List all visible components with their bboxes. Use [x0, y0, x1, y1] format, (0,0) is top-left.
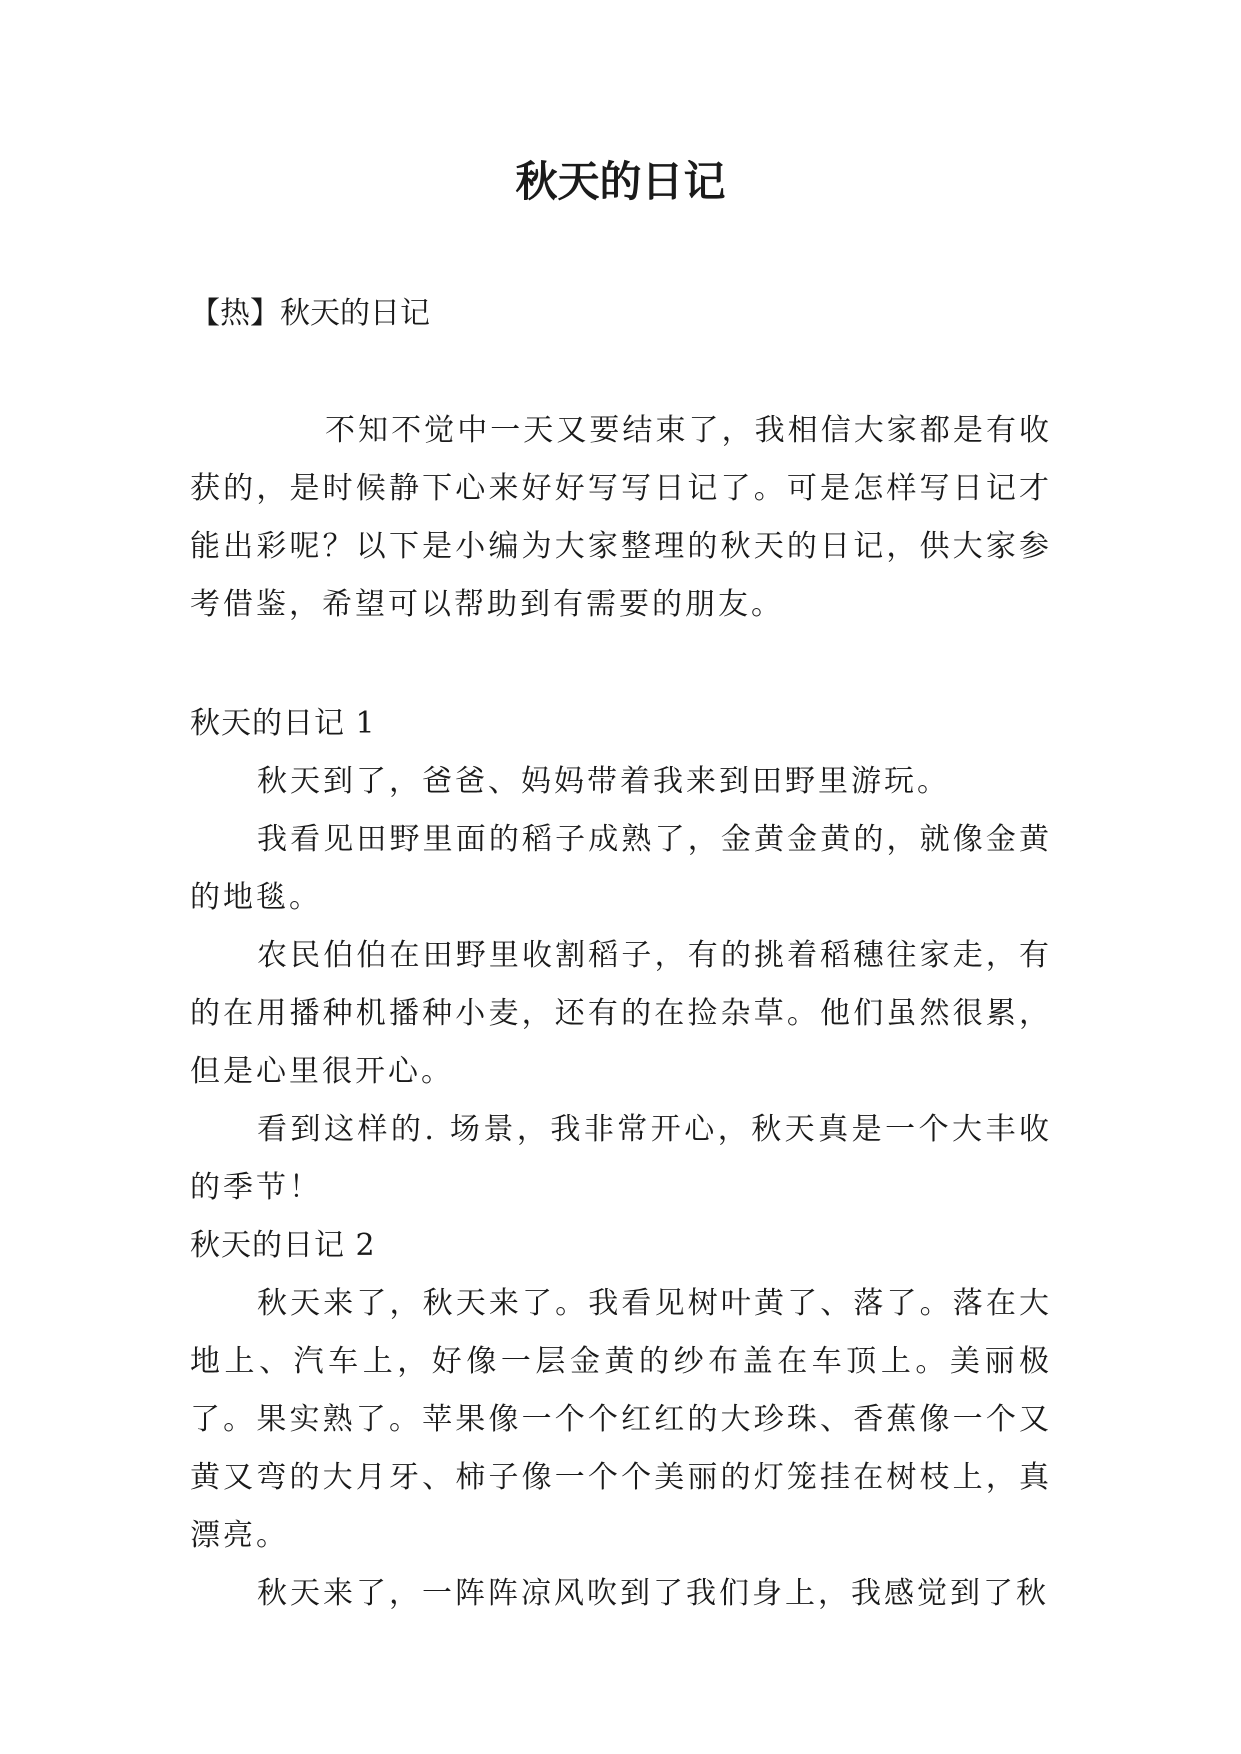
entry-1-paragraph: 看到这样的. 场景，我非常开心，秋天真是一个大丰收的季节！ [190, 1112, 1052, 1205]
entry-2-paragraph: 秋天来了，一阵阵凉风吹到了我们身上，我感觉到了秋 [257, 1576, 1049, 1611]
diary-entries [190, 695, 1052, 1623]
entry-1-paragraph: 我看见田野里面的稻子成熟了，金黄金黄的，就像金黄的地毯。 [190, 822, 1052, 915]
document-subtitle: 【热】秋天的日记 [190, 296, 430, 331]
entry-heading-2: 秋天的日记 2 [190, 1228, 376, 1263]
entry-2-paragraph: 秋天来了，秋天来了。我看见树叶黄了、落了。落在大地上、汽车上，好像一层金黄的纱布盖在车顶上。美丽极了。果实熟了。苹果像一个个红红的大珍珠、香蕉像一个又黄又弯的大月牙、柿子像一个个美丽的灯笼挂在树枝上，真漂亮。 [190, 1286, 1052, 1553]
entry-1-paragraph: 农民伯伯在田野里收割稻子，有的挑着稻穗往家走，有的在用播种机播种小麦，还有的在捡杂草。他们虽然很累，但是心里很开心。 [190, 938, 1052, 1089]
intro-paragraph: 不知不觉中一天又要结束了，我相信大家都是有收获的，是时候静下心来好好写写日记了。可是怎样写日记才能出彩呢？以下是小编为大家整理的秋天的日记，供大家参考借鉴，希望可以帮助到有需要的朋友。 [190, 413, 1052, 622]
entry-1-paragraph: 秋天到了，爸爸、妈妈带着我来到田野里游玩。 [257, 764, 950, 799]
entry-heading-1: 秋天的日记 1 [190, 706, 376, 741]
document-title: 秋天的日记 [515, 157, 726, 206]
